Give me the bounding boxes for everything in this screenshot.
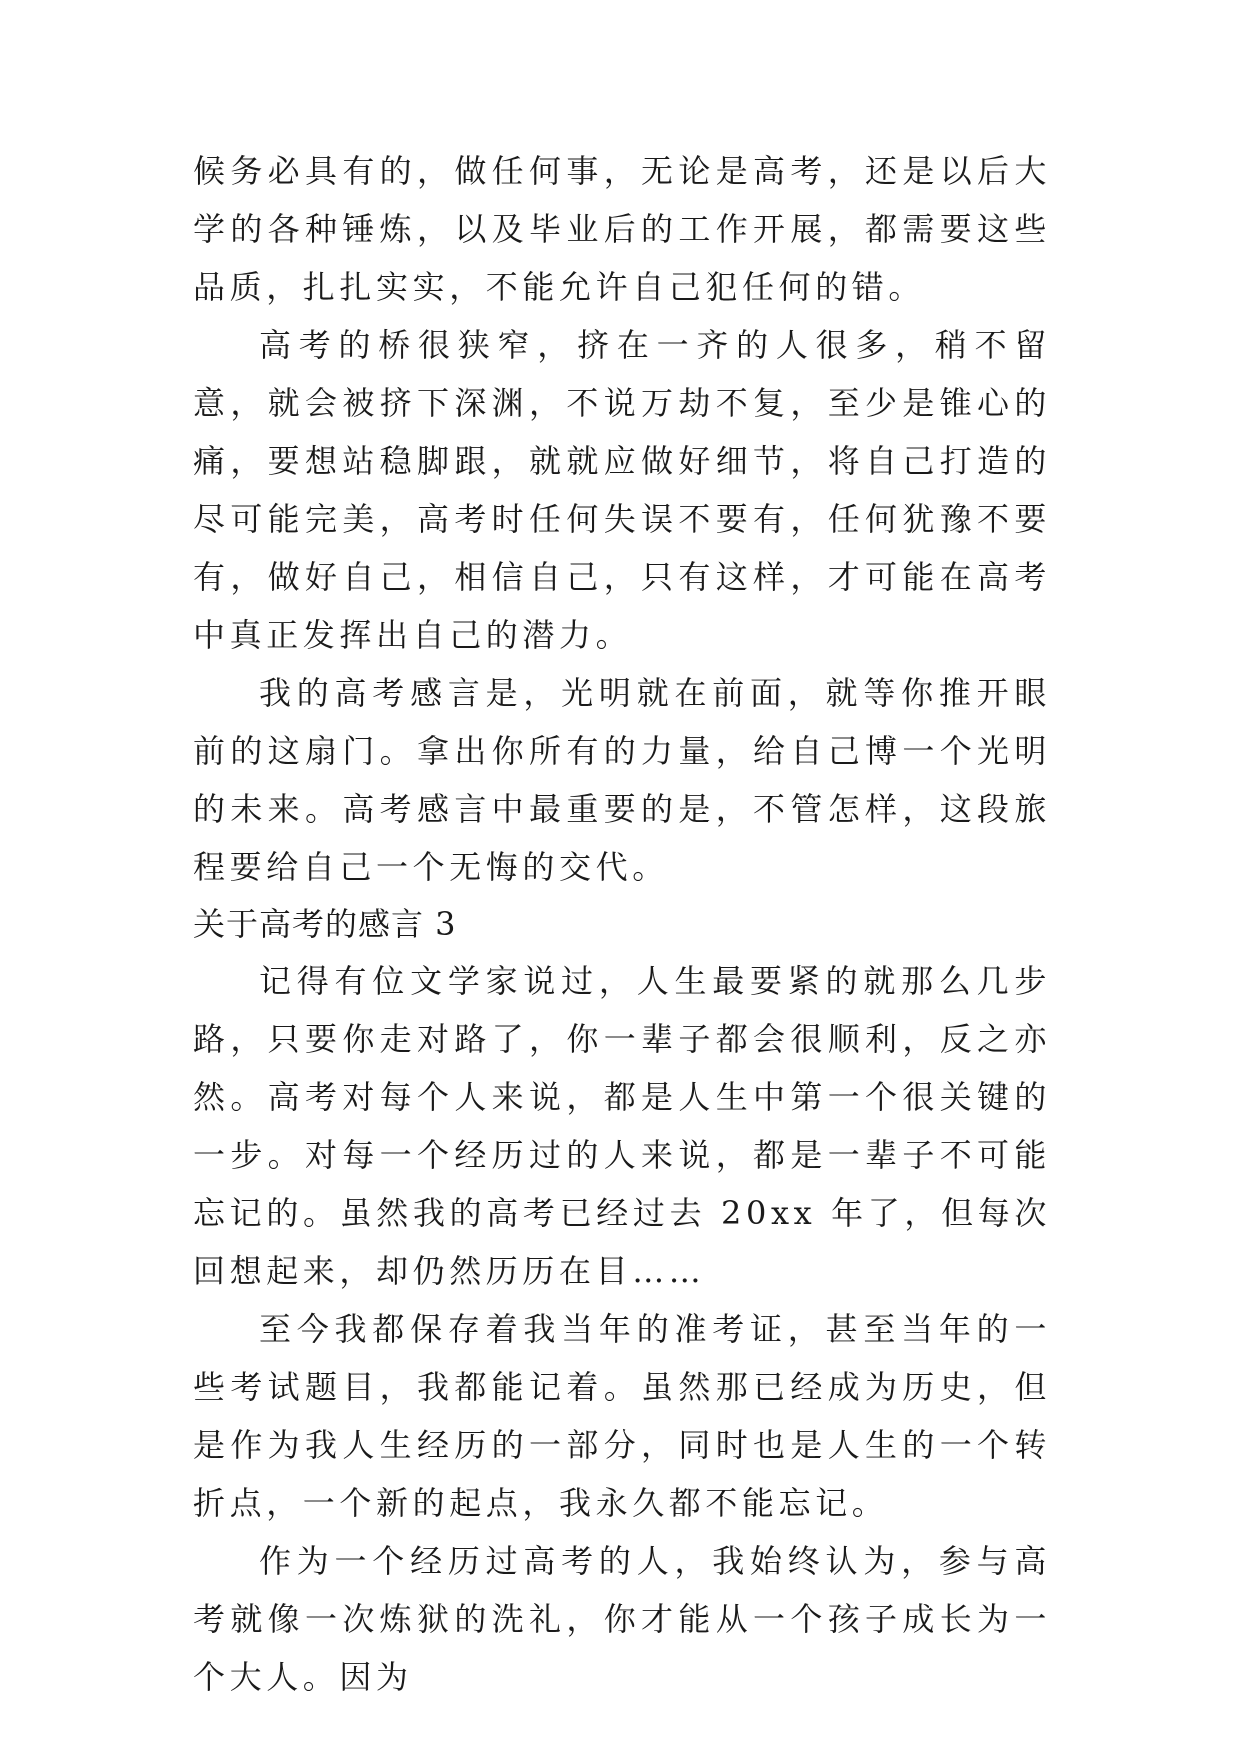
paragraph-6: 作为一个经历过高考的人，我始终认为，参与高考就像一次炼狱的洗礼，你才能从一个孩子成长为一个大人。因为 — [193, 1542, 1051, 1696]
paragraph-5: 至今我都保存着我当年的准考证，甚至当年的一些考试题目，我都能记着。虽然那已经成为历史，但是作为我人生经历的一部分，同时也是人生的一个转折点，一个新的起点，我永久都不能忘记。 — [193, 1310, 1051, 1522]
paragraph-2: 高考的桥很狭窄，挤在一齐的人很多，稍不留意，就会被挤下深渊，不说万劫不复，至少是锥心的痛，要想站稳脚跟，就就应做好细节，将自己打造的尽可能完美，高考时任何失误不要有，任何犹豫不要有，做好自己，相信自己，只有这样，才可能在高考中真正发挥出自己的潜力。 — [193, 326, 1051, 654]
document-page — [193, 142, 1051, 1706]
section-heading: 关于高考的感言 3 — [193, 905, 457, 943]
paragraph-1: 候务必具有的，做任何事，无论是高考，还是以后大学的各种锤炼，以及毕业后的工作开展，都需要这些品质，扎扎实实，不能允许自己犯任何的错。 — [193, 152, 1051, 306]
paragraph-4: 记得有位文学家说过，人生最要紧的就那么几步路，只要你走对路了，你一辈子都会很顺利，反之亦然。高考对每个人来说，都是人生中第一个很关键的一步。对每一个经历过的人来说，都是一辈子不可能忘记的。虽然我的高考已经过去 20xx 年了，但每次回想起来，却仍然历历在目…… — [193, 962, 1051, 1290]
paragraph-3: 我的高考感言是，光明就在前面，就等你推开眼前的这扇门。拿出你所有的力量，给自己博一个光明的未来。高考感言中最重要的是，不管怎样，这段旅程要给自己一个无悔的交代。 — [193, 674, 1051, 886]
